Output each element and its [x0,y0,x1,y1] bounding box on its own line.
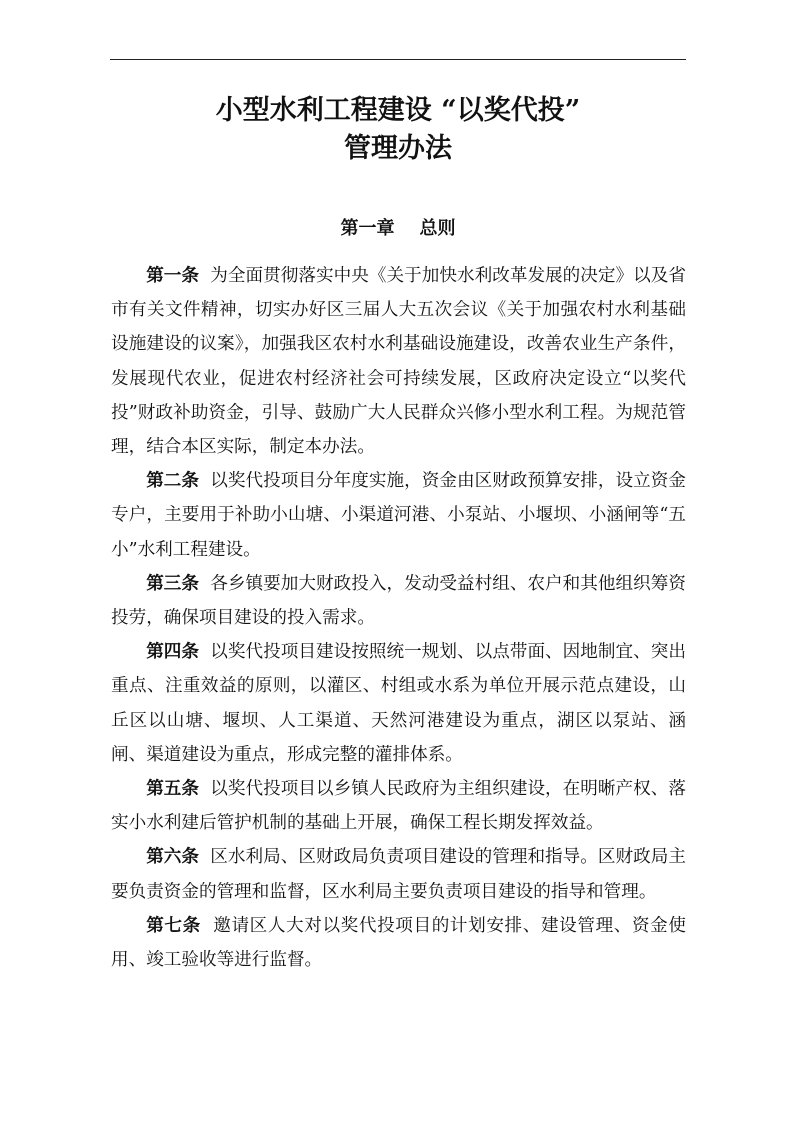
article-label: 第六条 [146,846,200,868]
title-line-1: 小型水利工程建设 “以奖代投” [215,95,581,126]
article-2 [111,464,686,567]
article-7 [111,909,686,977]
article-text: 以奖代投项目分年度实施，资金由区财政预算安排，设立资金专户，主要用于补助小山塘、小渠道河港、小泵站、小堰坝、小涵闸等“五小”水利工程建设。 [111,471,686,560]
article-1 [111,259,686,464]
document-body [111,259,686,977]
title-line-2: 管理办法 [344,133,452,164]
article-label: 第三条 [146,572,200,594]
article-label: 第一条 [146,265,200,286]
article-text: 各乡镇要加大财政投入，发动受益村组、农户和其他组织筹资投劳，确保项目建设的投入需求。 [111,573,686,629]
article-text: 邀请区人大对以奖代投项目的计划安排、建设管理、资金使用、竣工验收等进行监督。 [111,915,686,971]
article-label: 第七条 [146,914,201,936]
article-label: 第五条 [146,778,200,800]
document-title [110,92,686,168]
article-6 [111,840,686,908]
header-rule [110,59,686,60]
article-text: 以奖代投项目以乡镇人民政府为主组织建设，在明晰产权、落实小水利建后管护机制的基础上开展，确保工程长期发挥效益。 [111,779,686,834]
article-text: 为全面贯彻落实中央《关于加快水利改革发展的决定》以及省市有关文件精神，切实办好区三届人大五次会议《关于加强农村水利基础设施建设的议案》，加强我区农村水利基础设施建设，改善农业生产条件，发展现代农业，促进农村经济社会可持续发展，区政府决定设立“以奖代投”财政补助资金，引导、鼓励广大人民群众兴修小型水利工程。为规范管理，结合本区实际，制定本办法。 [111,266,686,458]
article-label: 第四条 [146,641,200,663]
article-5 [111,772,686,840]
article-4 [111,635,686,772]
chapter-heading: 第一章 总则 [340,218,456,239]
article-text: 以奖代投项目建设按照统一规划、以点带面、因地制宜、突出重点、注重效益的原则，以灌区、村组或水系为单位开展示范点建设，山丘区以山塘、堰坝、人工渠道、天然河港建设为重点，湖区以泵站、涵闸、渠道建设为重点，形成完整的灌排体系。 [111,642,686,765]
article-label: 第二条 [146,470,200,492]
article-text: 区水利局、区财政局负责项目建设的管理和指导。区财政局主要负责资金的管理和监督，区水利局主要负责项目建设的指导和管理。 [111,847,686,902]
article-3 [111,567,686,635]
